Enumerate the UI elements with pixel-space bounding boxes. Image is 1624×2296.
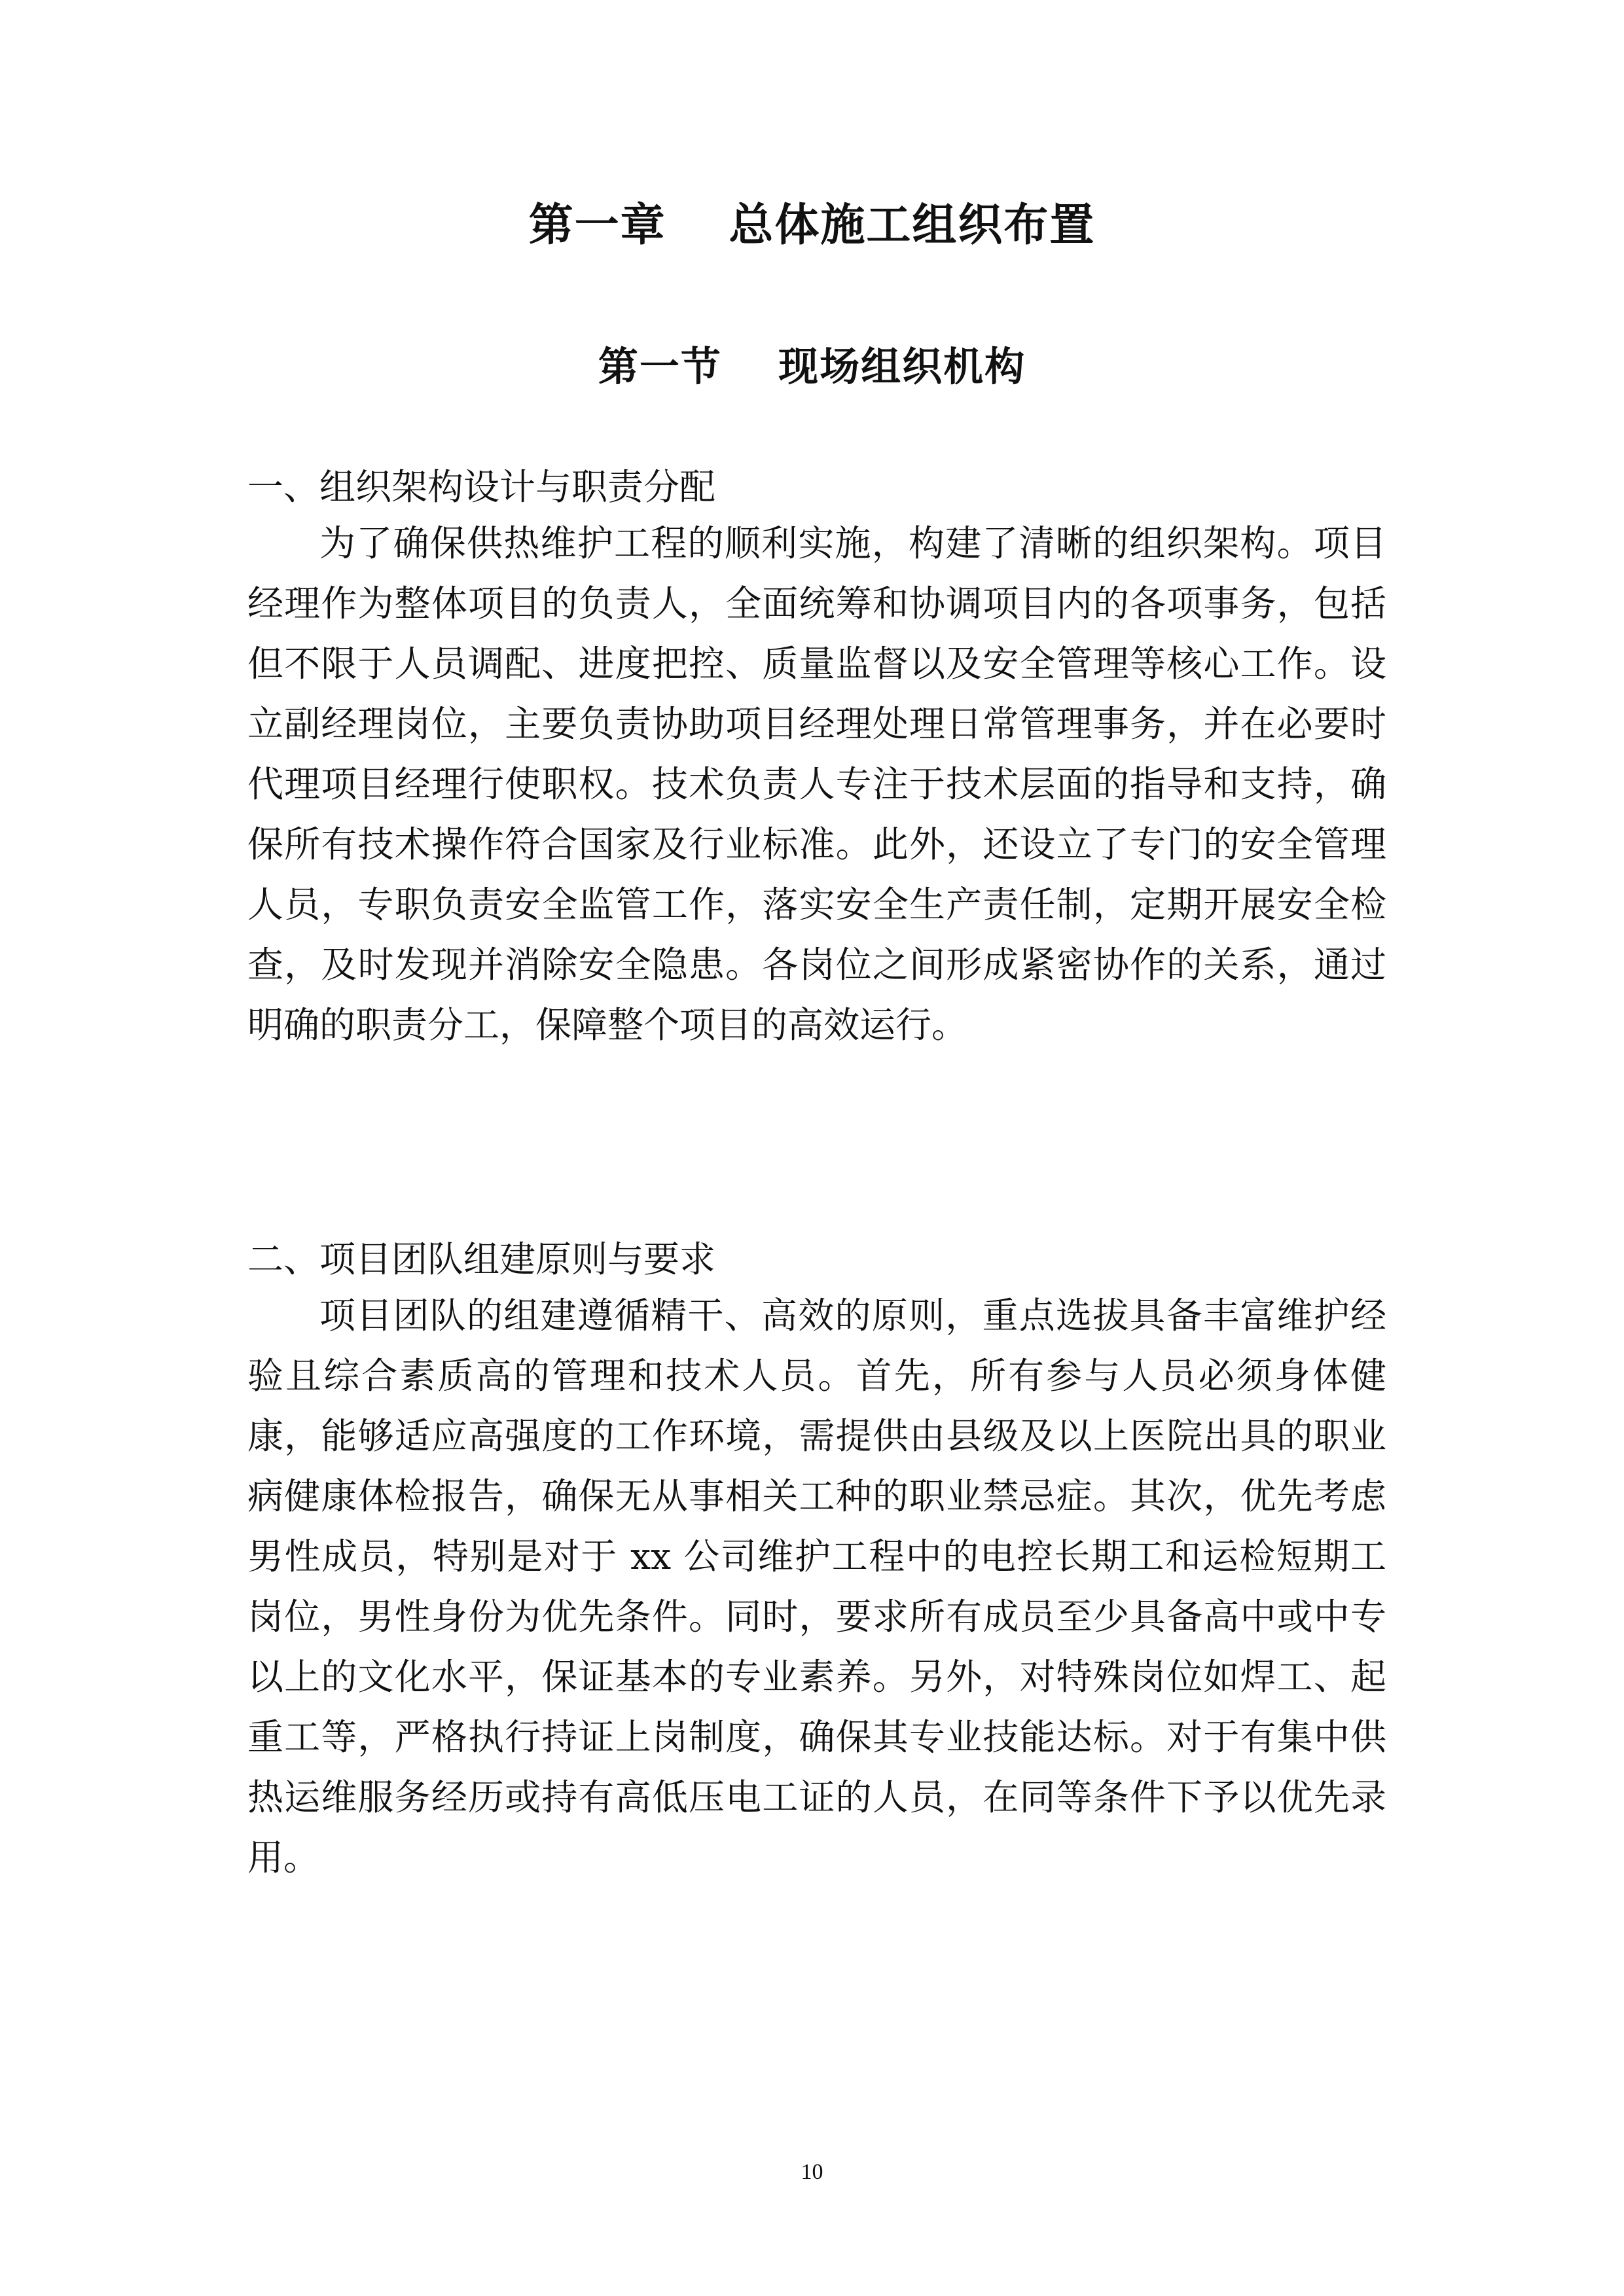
section-title: 第一节 现场组织机构 (598, 344, 1026, 390)
chapter-title: 第一章 总体施工组织布置 (528, 199, 1096, 251)
section-paragraph-1: 为了确保供热维护工程的顺利实施，构建了清晰的组织架构。项目经理作为整体项目的负责人，全面统筹和协调项目内的各项事务，包括但不限于人员调配、进度把控、质量监督以及安全管理等核心工作。设立副经理岗位，主要负责协助项目经理处理日常管理事务，并在必要时代理项目经理行使职权。技术负责人专注于技术层面的指导和支持，确保所有技术操作符合国家及行业标准。此外，还设立了专门的安全管理人员，专职负责安全监管工作，落实安全生产责任制，定期开展安全检查，及时发现并消除安全隐患。各岗位之间形成紧密协作的关系，通过明确的职责分工，保障整个项目的高效运行。 (247, 522, 1386, 1046)
section-heading-1: 一、组织架构设计与职责分配 (247, 466, 716, 508)
section-paragraph-2: 项目团队的组建遵循精干、高效的原则，重点选拔具备丰富维护经验且综合素质高的管理和技术人员。首先，所有参与人员必须身体健康，能够适应高强度的工作环境，需提供由县级及以上医院出具的职业病健康体检报告，确保无从事相关工种的职业禁忌症。其次，优先考虑男性成员，特别是对于 xx 公司维护工程中的电控长期工和运检短期工岗位，男性身份为优先条件。同时，要求所有成员至少具备高中或中专以上的文化水平，保证基本的专业素养。另外，对特殊岗位如焊工、起重工等，严格执行持证上岗制度，确保其专业技能达标。对于有集中供热运维服务经历或持有高低压电工证的人员，在同等条件下予以优先录用。 (247, 1295, 1386, 1878)
page-number: 10 (801, 2160, 823, 2184)
section-heading-2: 二、项目团队组建原则与要求 (247, 1238, 716, 1280)
